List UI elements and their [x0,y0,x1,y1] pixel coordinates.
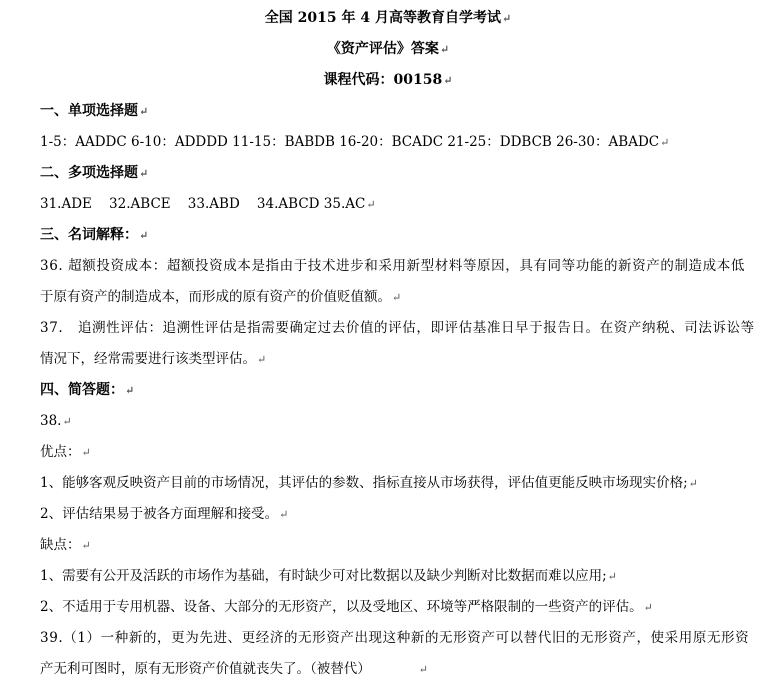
section-heading-multiple-choice: 二、多项选择题↵ [40,165,149,181]
paragraph-mark-icon: ↵ [392,291,402,304]
paragraph-mark-icon: ↵ [607,570,617,583]
document-subtitle: 《资产评估》答案↵ [326,41,450,57]
pro-item-1: 1、能够客观反映资产目前的市场情况，其评估的参数、指标直接从市场获得，评估值更能反映市场现实价格;↵ [40,475,698,491]
paragraph-mark-icon: ↵ [139,229,149,242]
question-37-line-1: 37. 追溯性评估：追溯性评估是指需要确定过去价值的评估，即评估基准日早于报告日。在资产纳税、司法诉讼等 [40,320,755,336]
pros-label: 优点：↵ [40,444,91,460]
paragraph-mark-icon: ↵ [643,601,653,614]
question-37-line-2: 情况下，经常需要进行该类型评估。↵ [40,351,267,367]
paragraph-mark-icon: ↵ [418,663,428,676]
multiple-choice-answers: 31.ADE 32.ABCE 33.ABD 34.ABCD 35.AC↵ [40,196,376,212]
paragraph-mark-icon: ↵ [81,539,91,552]
question-39-line-2: 产无利可图时，原有无形资产价值就丧失了。（被替代） ↵ [40,661,428,677]
pro-item-2: 2、评估结果易于被各方面理解和接受。↵ [40,506,289,522]
document-title: 全国 2015 年 4 月高等教育自学考试↵ [264,10,512,26]
paragraph-mark-icon: ↵ [257,353,267,366]
paragraph-mark-icon: ↵ [81,446,91,459]
con-item-2: 2、不适用于专用机器、设备、大部分的无形资产，以及受地区、环境等严格限制的一些资产的评估。↵ [40,599,653,615]
section-heading-short-answer: 四、简答题：↵ [40,382,135,398]
question-36-line-2: 于原有资产的制造成本，而形成的原有资产的价值贬值额。↵ [40,289,402,305]
paragraph-mark-icon: ↵ [62,415,72,428]
paragraph-mark-icon: ↵ [688,477,698,490]
paragraph-mark-icon: ↵ [139,105,149,118]
paragraph-mark-icon: ↵ [279,508,289,521]
paragraph-mark-icon: ↵ [660,136,670,149]
question-38-number: 38.↵ [40,413,72,429]
cons-label: 缺点：↵ [40,537,91,553]
con-item-1: 1、需要有公开及活跃的市场作为基础，有时缺少可对比数据以及缺少判断对比数据而难以应用;↵ [40,568,617,584]
paragraph-mark-icon: ↵ [443,74,453,87]
single-choice-answers: 1-5：AADDC 6-10：ADDDD 11-15：BABDB 16-20：BCADC 21-25：DDBCB 26-30：ABADC↵ [40,134,670,150]
paragraph-mark-icon: ↵ [125,384,135,397]
paragraph-mark-icon: ↵ [139,167,149,180]
paragraph-mark-icon: ↵ [439,43,450,56]
section-heading-term-explanation: 三、名词解释：↵ [40,227,149,243]
question-36-line-1: 36. 超额投资成本：超额投资成本是指由于技术进步和采用新型材料等原因，具有同等功能的新资产的制造成本低 [40,258,745,274]
paragraph-mark-icon: ↵ [366,198,376,211]
course-code: 课程代码：00158↵ [323,72,453,88]
question-39-line-1: 39.（1）一种新的，更为先进、更经济的无形资产出现这种新的无形资产可以替代旧的无形资产，使采用原无形资 [40,630,750,646]
section-heading-single-choice: 一、单项选择题↵ [40,103,149,119]
paragraph-mark-icon: ↵ [501,12,512,25]
